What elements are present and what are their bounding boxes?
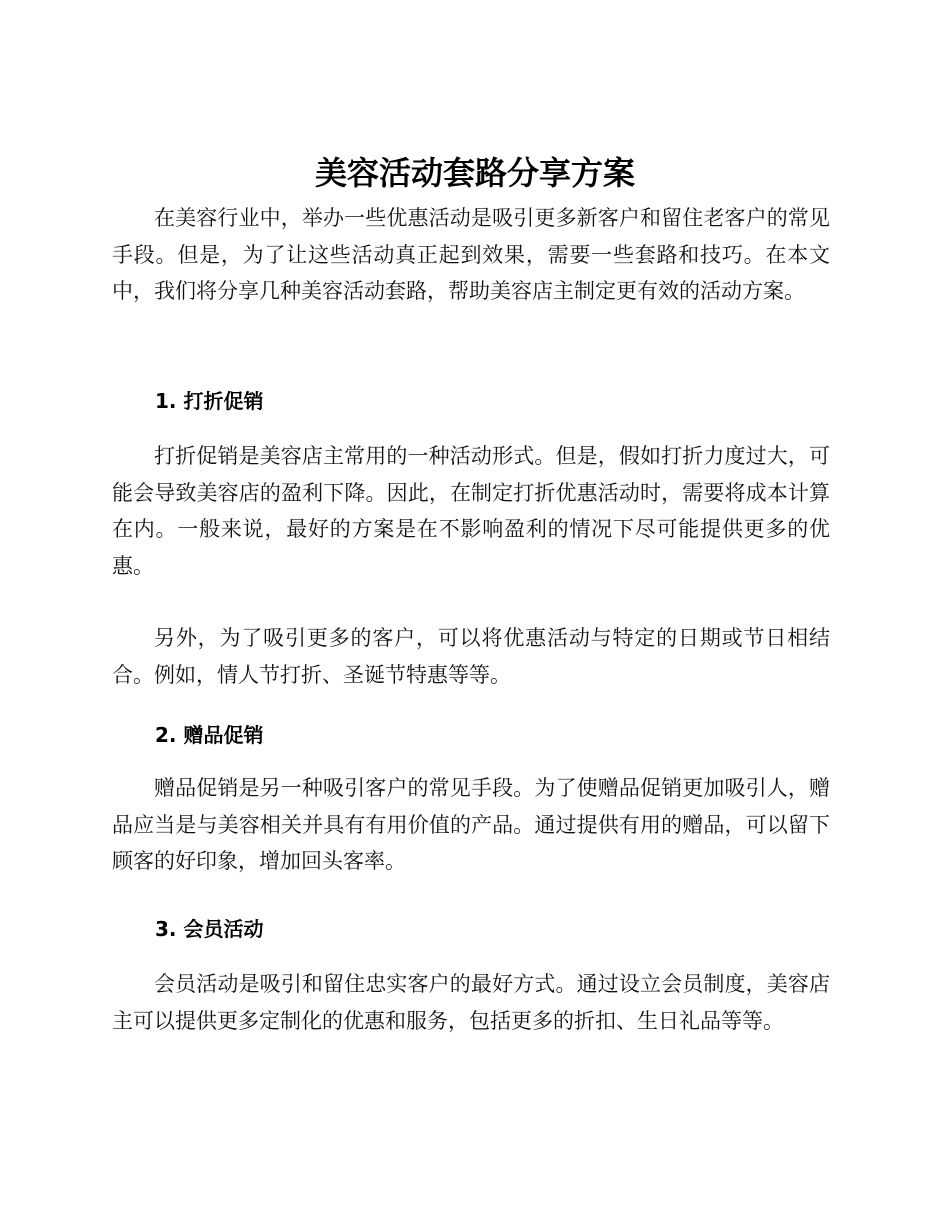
member-paragraph: 会员活动是吸引和留住忠实客户的最好方式。通过设立会员制度，美容店主可以提供更多定制化的优惠和服务，包括更多的折扣、生日礼品等等。 — [112, 972, 830, 1033]
discount-paragraph-2: 另外，为了吸引更多的客户，可以将优惠活动与特定的日期或节日相结合。例如，情人节打折、圣诞节特惠等等。 — [112, 626, 830, 687]
document-title: 美容活动套路分享方案 — [314, 154, 635, 192]
section-heading-discount-promotion: 1. 打折促销 — [155, 389, 264, 413]
section-heading-gift-promotion: 2. 赠品促销 — [155, 723, 264, 747]
section-heading-member-activities: 3. 会员活动 — [155, 917, 264, 941]
gift-paragraph: 赠品促销是另一种吸引客户的常见手段。为了使赠品促销更加吸引人，赠品应当是与美容相关并具有有用价值的产品。通过提供有用的赠品，可以留下顾客的好印象，增加回头客率。 — [112, 776, 830, 873]
discount-paragraph-1: 打折促销是美容店主常用的一种活动形式。但是，假如打折力度过大，可能会导致美容店的盈利下降。因此，在制定打折优惠活动时，需要将成本计算在内。一般来说，最好的方案是在不影响盈利的情况下尽可能提供更多的优惠。 — [112, 444, 830, 578]
intro-paragraph: 在美容行业中，举办一些优惠活动是吸引更多新客户和留住老客户的常见手段。但是，为了让这些活动真正起到效果，需要一些套路和技巧。在本文中，我们将分享几种美容活动套路，帮助美容店主制定更有效的活动方案。 — [112, 206, 830, 303]
